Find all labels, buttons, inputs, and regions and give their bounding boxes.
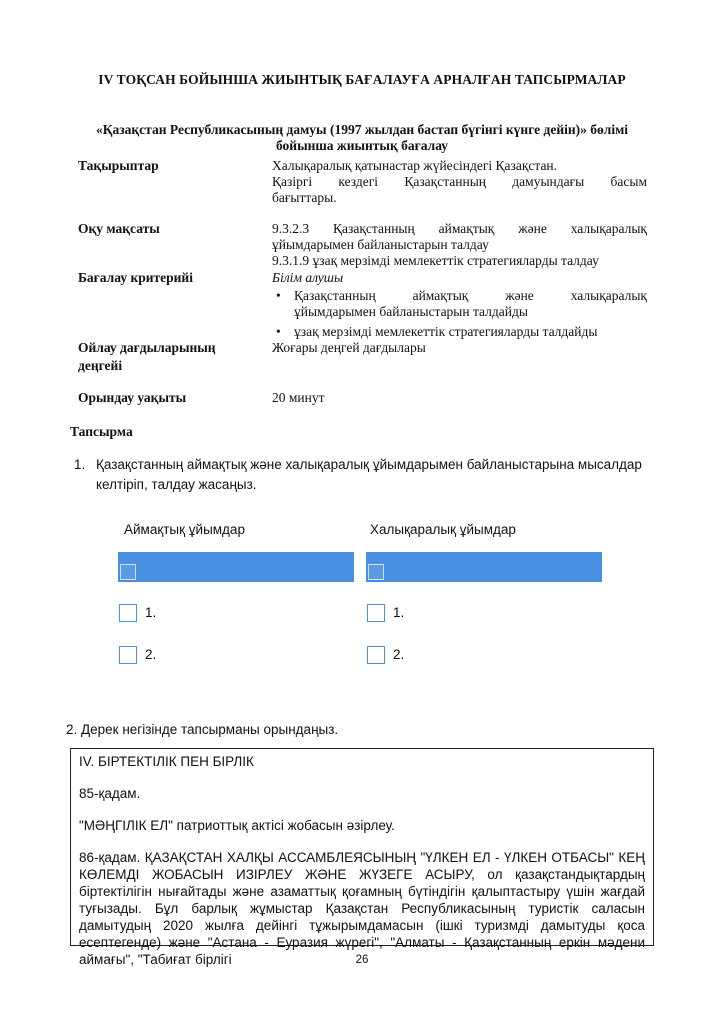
skills-label-line-2: деңгейі xyxy=(78,358,123,373)
criteria-label: Бағалау критерийі xyxy=(78,270,193,285)
regional-orgs-header-bar xyxy=(118,552,354,582)
international-orgs-label: Халықаралық ұйымдар xyxy=(370,522,516,537)
international-item-2-number: 2. xyxy=(393,647,405,662)
criteria-item xyxy=(272,324,647,340)
question-1-line-2: келтіріп, талдау жасаңыз. xyxy=(96,477,257,492)
topics-value xyxy=(272,158,647,206)
topics-line-3: бағыттары. xyxy=(272,190,337,205)
regional-header-checkbox[interactable] xyxy=(120,564,136,580)
source-step-85: 85-қадам. xyxy=(79,786,141,801)
time-label: Орындау уақыты xyxy=(78,390,187,405)
goals-line-1: 9.3.2.3 Қазақстанның аймақтық және халықаралық xyxy=(272,221,647,236)
goals-label: Оқу мақсаты xyxy=(78,221,160,236)
page-number: 26 xyxy=(355,954,369,966)
section-title xyxy=(60,122,664,154)
question-1-line-1: Қазақстанның аймақтық және халықаралық ұйымдарымен байланыстарына мысалдар xyxy=(96,457,642,472)
criteria-intro: Білім алушы xyxy=(272,270,344,285)
topics-line-2: Қазіргі кездегі Қазақстанның дамуындағы басым xyxy=(272,174,647,189)
criteria-item-1-line-2: ұйымдарымен байланыстарын талдайды xyxy=(294,304,528,319)
criteria-item-1-line-1: • Қазақстанның аймақтық және халықаралық xyxy=(294,288,647,303)
international-header-checkbox[interactable] xyxy=(368,564,384,580)
criteria-value xyxy=(272,270,647,340)
skills-label-line-1: Ойлау дағдыларының xyxy=(78,340,216,355)
international-item-1-checkbox[interactable] xyxy=(367,604,385,622)
regional-item-2-number: 2. xyxy=(145,647,157,662)
source-step-86-text: 86-қадам. ҚАЗАҚСТАН ХАЛҚЫ АССАМБЛЕЯСЫНЫҢ "ҮЛКЕН ЕЛ - ҮЛКЕН ОТБАСЫ" КЕҢ КӨЛЕМДІ ЖОБАСЫН ИЗІРЛЕУ ЖӘНЕ ЖҮЗЕГЕ АСЫРУ, ол қазақстандықтардың біртектілігін нығайтады және азаматтық қоғамның бүтіндігін қалыптастыру үшін жағдай туғызады. Бұл барлық жұмыстар Қазақстан Республикасының туристік саласын дамытудың 2020 жылға дейінгі тұжырымдамасын (ішкі туризмді дамытуды қоса есептегенде) және "Астана - Еуразия жүрегі", "Алматы - Қазақстанның еркін мәдени аймағы", "Табиғат бірлігі xyxy=(79,850,645,967)
regional-item-1-number: 1. xyxy=(145,605,157,620)
section-title-line-2: бойынша жиынтық бағалау xyxy=(275,138,449,153)
question-2: 2. Дерек негізінде тапсырманы орындаңыз. xyxy=(66,722,339,737)
skills-label xyxy=(78,340,216,374)
goals-value xyxy=(272,221,647,269)
goals-line-3: 9.3.1.9 ұзақ мерзімді мемлекеттік стратегияларды талдау xyxy=(272,253,599,268)
topics-line-1: Халықаралық қатынастар жүйесіндегі Қазақстан. xyxy=(272,158,558,173)
topics-label: Тақырыптар xyxy=(78,158,159,173)
question-1 xyxy=(74,455,654,495)
source-heading: IV. БІРТЕКТІЛІК ПЕН БІРЛІК xyxy=(79,754,254,769)
source-step-85-text: "МӘҢГІЛІК ЕЛ" патриоттық актісі жобасын әзірлеу. xyxy=(79,818,395,833)
skills-value: Жоғары деңгей дағдылары xyxy=(272,340,426,355)
international-orgs-header-bar xyxy=(366,552,602,582)
document-title: IV ТОҚСАН БОЙЫНША ЖИЫНТЫҚ БАҒАЛАУҒА АРНАЛҒАН ТАПСЫРМАЛАР xyxy=(98,72,626,87)
criteria-list xyxy=(272,288,647,340)
task-heading: Тапсырма xyxy=(70,424,133,439)
criteria-item xyxy=(272,288,647,320)
regional-item-1-checkbox[interactable] xyxy=(119,604,137,622)
time-value: 20 минут xyxy=(272,390,325,405)
international-item-1-number: 1. xyxy=(393,605,405,620)
international-item-2-checkbox[interactable] xyxy=(367,646,385,664)
regional-orgs-label: Аймақтық ұйымдар xyxy=(124,522,245,537)
section-title-line-1: «Қазақстан Республикасының дамуы (1997 жылдан бастап бүгінгі күнге дейін)» бөлімі xyxy=(95,122,629,137)
regional-item-2-checkbox[interactable] xyxy=(119,646,137,664)
question-1-number: 1. xyxy=(74,457,86,472)
criteria-item-2: • ұзақ мерзімді мемлекеттік стратегияларды талдайды xyxy=(294,324,598,339)
goals-line-2: ұйымдарымен байланыстарын талдау xyxy=(272,237,489,252)
